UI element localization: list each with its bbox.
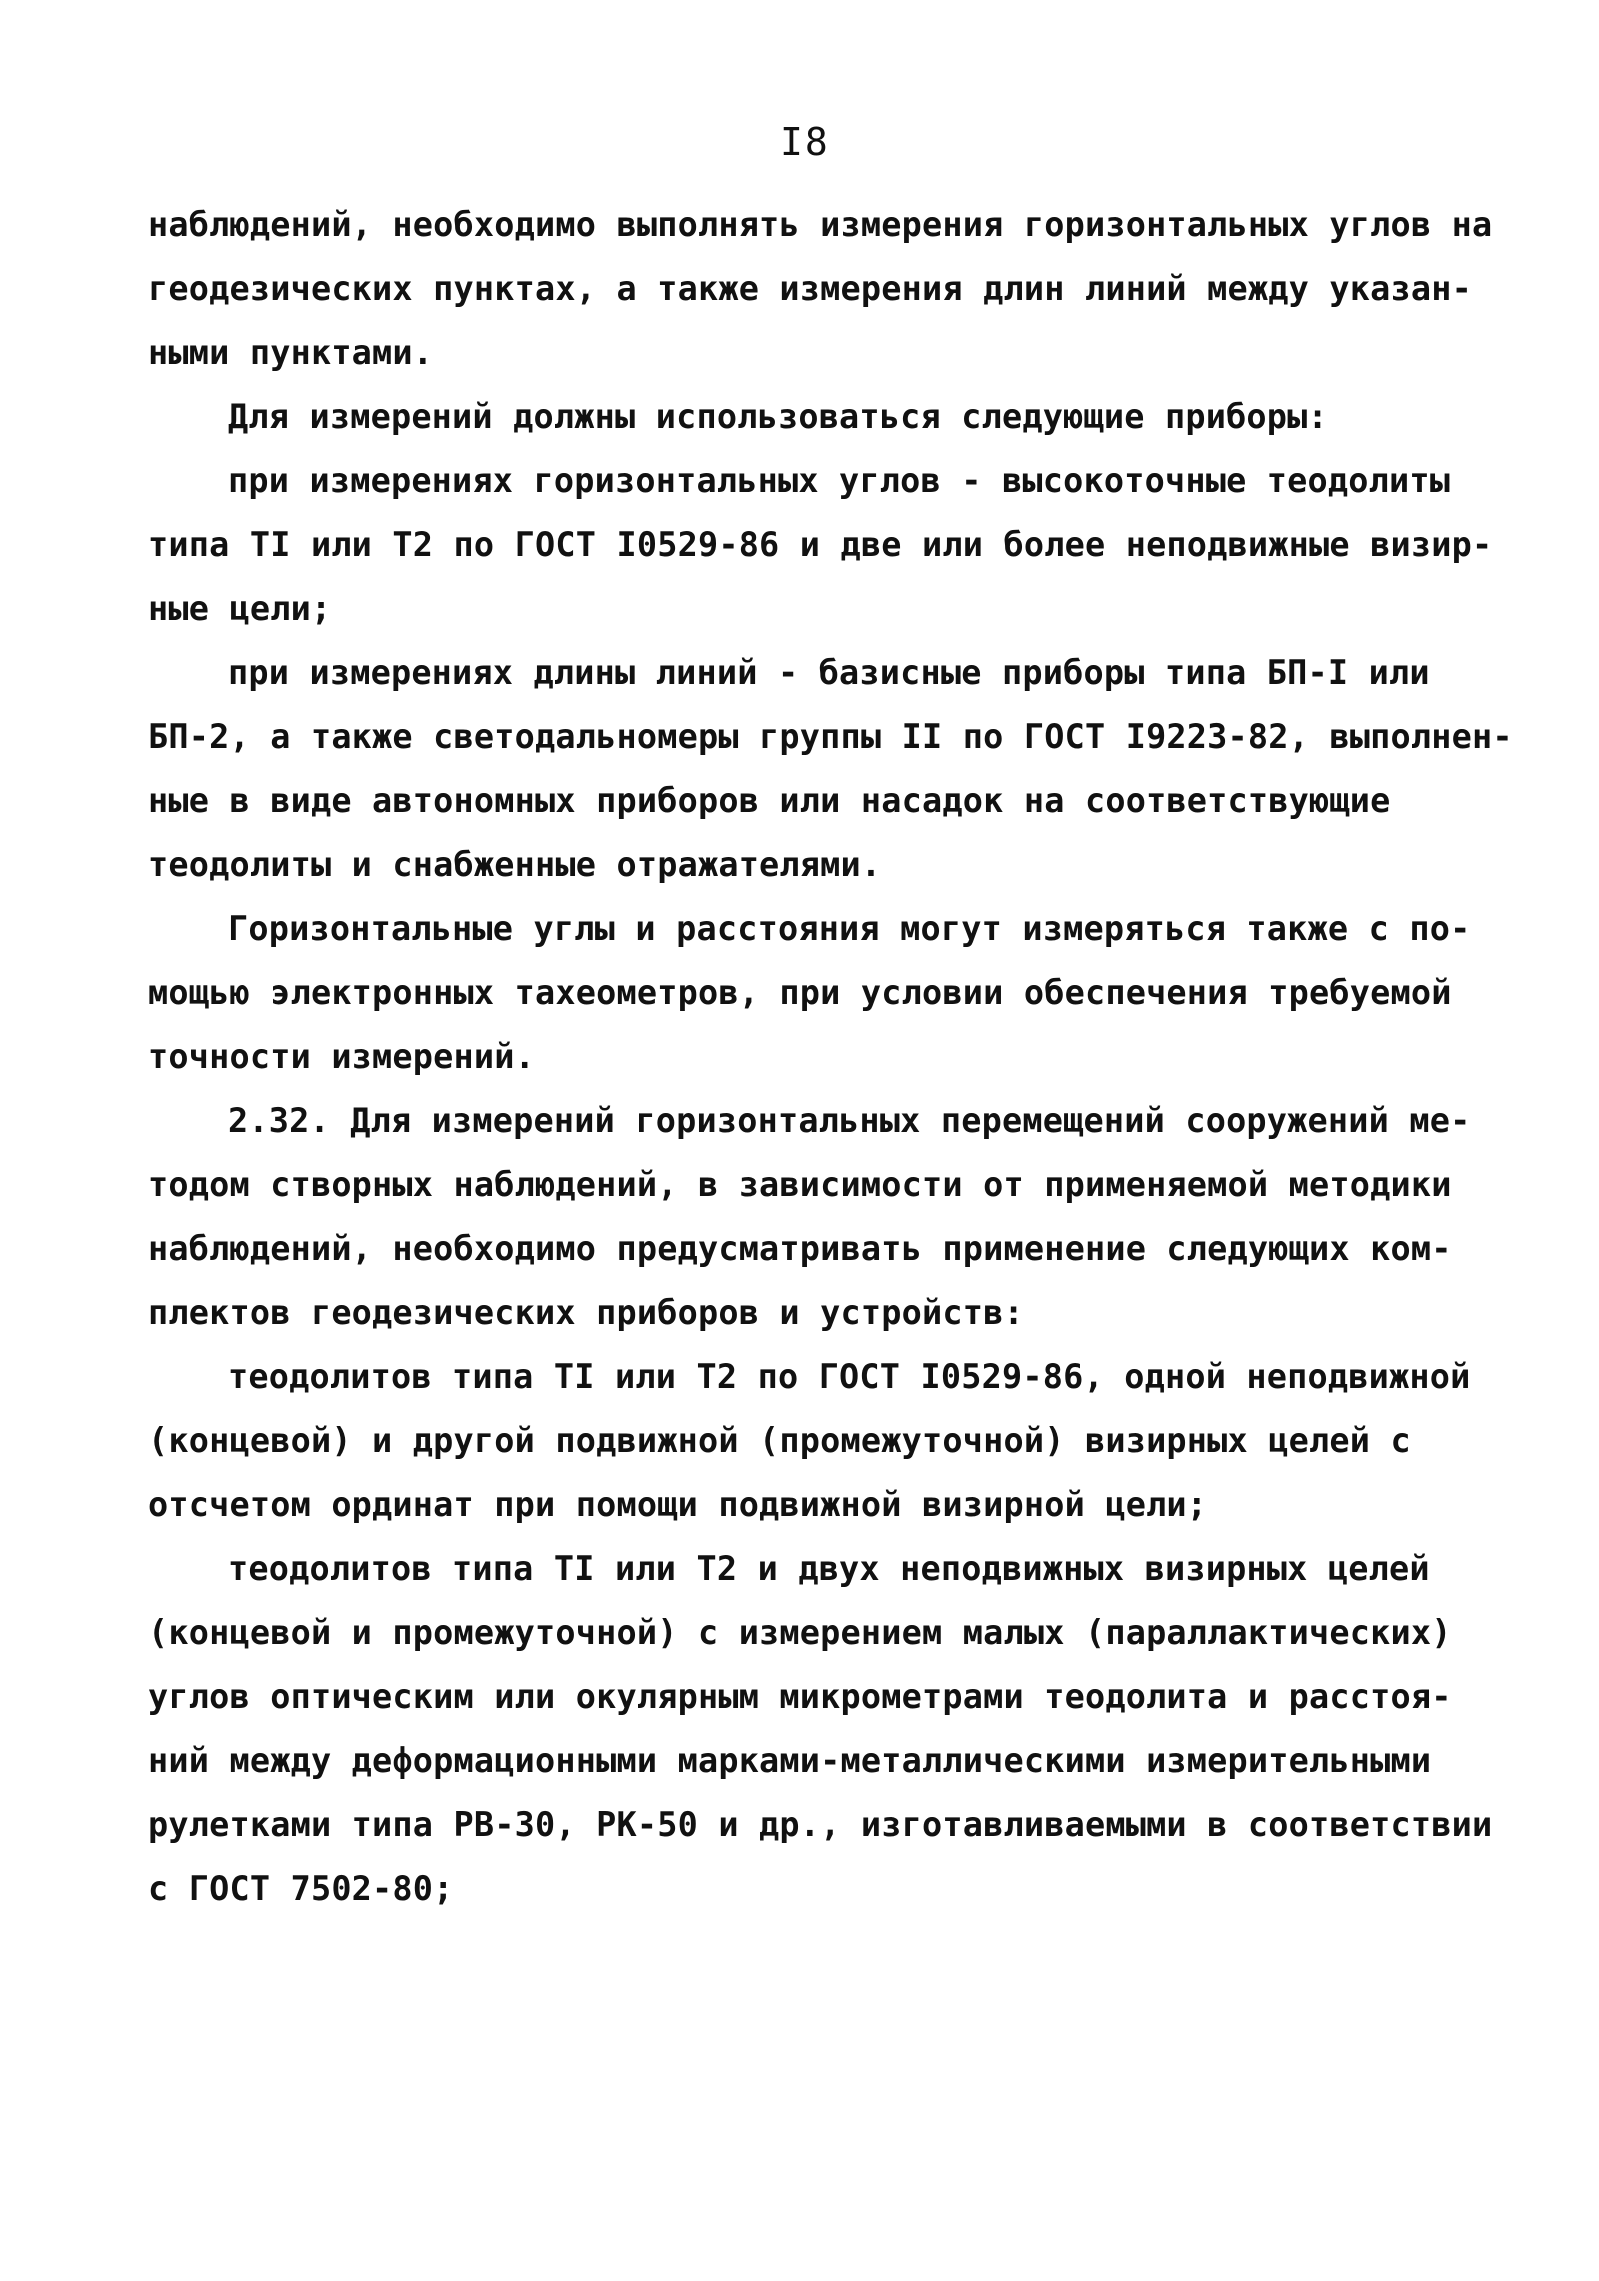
text-line: ний между деформационными марками-металлическими измерительными: [148, 1741, 1432, 1780]
text-line: БП-2, а также светодальномеры группы II по ГОСТ I9223-82, выполнен-: [148, 717, 1513, 756]
text-line: точности измерений.: [148, 1037, 536, 1076]
text-line: отсчетом ординат при помощи подвижной визирной цели;: [148, 1485, 1208, 1524]
text-line: тодом створных наблюдений, в зависимости от применяемой методики: [148, 1165, 1452, 1204]
text-line: углов оптическим или окулярным микрометрами теодолита и расстоя-: [148, 1677, 1452, 1716]
text-line: рулетками типа PB-30, PK-50 и др., изготавливаемыми в соответствии: [148, 1805, 1493, 1844]
text-line: ные в виде автономных приборов или насадок на соответствующие: [148, 781, 1391, 820]
page-number: I8: [780, 120, 830, 164]
text-line: (концевой и промежуточной) с измерением малых (параллактических): [148, 1613, 1452, 1652]
text-line: ные цели;: [148, 589, 332, 628]
text-line: наблюдений, необходимо предусматривать применение следующих ком-: [148, 1229, 1452, 1268]
text-line: ными пунктами.: [148, 333, 434, 372]
text-line: теодолитов типа TI или T2 и двух неподвижных визирных целей: [228, 1549, 1430, 1588]
text-line: с ГОСТ 7502-80;: [148, 1869, 454, 1908]
text-line: Горизонтальные углы и расстояния могут измеряться также с по-: [228, 909, 1471, 948]
text-line: наблюдений, необходимо выполнять измерения горизонтальных углов на: [148, 205, 1493, 244]
text-line: типа TI или T2 по ГОСТ I0529-86 и две или более неподвижные визир-: [148, 525, 1493, 564]
text-line: при измерениях длины линий - базисные приборы типа БП-I или: [228, 653, 1430, 692]
text-line: Для измерений должны использоваться следующие приборы:: [228, 397, 1328, 436]
text-line: (концевой) и другой подвижной (промежуточной) визирных целей с: [148, 1421, 1411, 1460]
text-line: теодолиты и снабженные отражателями.: [148, 845, 882, 884]
text-line: плектов геодезических приборов и устройств:: [148, 1293, 1024, 1332]
text-line: 2.32. Для измерений горизонтальных перемещений сооружений ме-: [228, 1101, 1471, 1140]
text-line: геодезических пунктах, а также измерения длин линий между указан-: [148, 269, 1472, 308]
text-line: теодолитов типа TI или T2 по ГОСТ I0529-86, одной неподвижной: [228, 1357, 1471, 1396]
text-line: при измерениях горизонтальных углов - высокоточные теодолиты: [228, 461, 1451, 500]
text-line: мощью электронных тахеометров, при условии обеспечения требуемой: [148, 973, 1452, 1012]
